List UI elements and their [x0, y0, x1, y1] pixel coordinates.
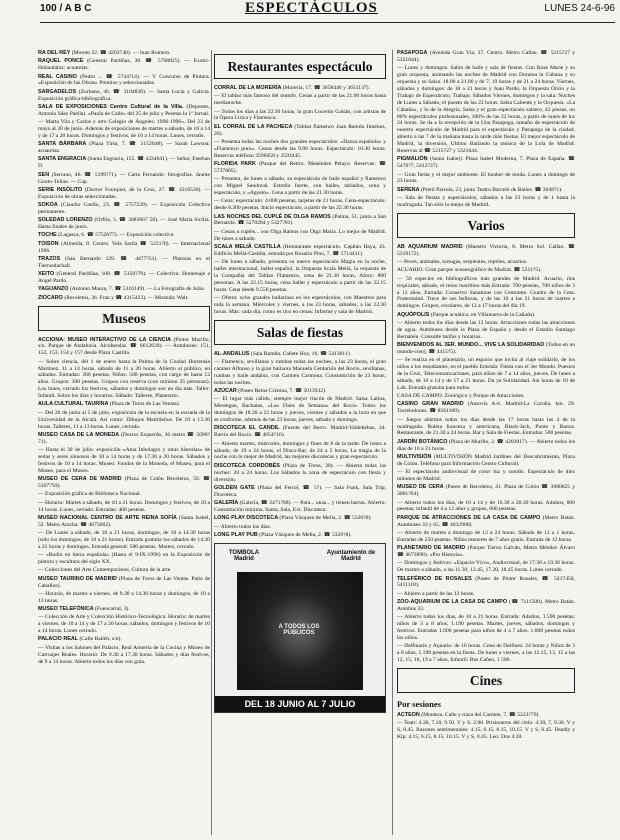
- listing-entry: — Flamenco, sevillanas y rumbas todas las noches, a las 23 horas, el gran cantaor Alfonso y la gran bailaora Manuela Centurión del Rocío, sevillanas, rumbas y baile andaluz, con Carmen Carmona. Consumición de 23 horas, todas las noches.: [214, 359, 386, 386]
- listing-entry: — El tablao más famoso del mundo. Cenas a partir de las 21.00 horas hasta medianoche.: [214, 93, 386, 107]
- listing-entry: — Lunes y domingos. Salón de baile y sala de fiestas. Con Rose Marie y su gran orquesta, animando las noches de Madrid con Dorama la Cubana y su orquesta y su Salsa. 18.00 a 21.00 y de 7, 19 horas y de 21 a 24 horas. Viernes, sábados y domingos: de 18 a 21 horas y Juan Pardo, la Orquesta Orión y la Trabajo de Espectáculo, Trabajo. Sábados Viernes, domingos y la sala: Noches de Lunes a Sábado, el puesto de las 22 horas. Salsa Caliente y la Orquesta. «La Cabaña», y lo de la Alegría, Salsa y el gran espectáculo salsero, 42 piezas, un 80% espectáculos profesionales, 100% de las 22 horas, a partir de lunes de los 24 horas. Se da a la recepción de la Una Pasapoga, tamaño de espectáculo de nuestro espectáculo de Madrid para el espectáculo y Pasapoga de la ciudad, abierto a las 7 de la mañana hasta la tarde más fiestas. El mejor espectáculo de Madrid, la diversión, Ultimo Bailando la música de la Lola de Madrid. Reservas al ☎ 5215?27 y 5321644.: [397, 65, 575, 155]
- listing-entry: PIGMALIÓN (Santa Isabel). Plaza Isabel Moderna, 7. Plaza de España. ☎ 5478?7, 5412?37).: [397, 156, 575, 170]
- listing-entry: — El lugar más cálido, siempre mejor rincón de Madrid. Salsa Latina, Merengue, Bachatas, «Los Fines de Semana» del Rocío. Todos los domingos de 18.30 a 22 horas y jueves, viernes y sábados a la hora en que se conforme, además de las 23 horas, jueves, sábado y domingo.: [214, 396, 386, 424]
- listing-entry: — Sala de fiestas y espectáculos, sábados a las 23 horas y de 1 hasta la madrugada. Tan sólo la mejor de Madrid.: [397, 195, 575, 208]
- listing-entry: MULTIVISIÓN (MULTIVISIÓN Madrid Jardines del Descubrimiento, Plaza de Colón. Teléfono para Información Centro Cultural).: [397, 453, 575, 467]
- listing-entry: CASA DE CAMPO. Zoológico y Parque de Atracciones.: [397, 393, 525, 400]
- listing-entry: AL-ANDALUS (Sala Rumba. Cañete Hoy, 16, ☎ 5413011).: [214, 350, 352, 357]
- advertisement: [214, 543, 386, 713]
- listing-entry: — Sobre ciencia, del 1 de enero hasta la Palma de la Ciudad Hortensia Martínez. 11 a 14 horas, sábado de 11 a 20 horas. Abierto al público, en sábados. Entradas: 300 pesetas. Niños: 500 pesetas, con cargo de hasta 12 años. Grupos: 300 pesetas. Grupos con reserva (con mínimo 25 personas). Los lunes, cerrado los festivos, sábados y domingos son un día más. Taller: Infantil. Sobre los días y horarios. Sábado: Talleres, Planetario.: [38, 358, 210, 400]
- listing-entry: SEN (Serrano, 46. ☎ 5199?71). — Carta Fernando: fotografías. Jaume Gonto-Tellan. — Cap.: [38, 171, 210, 185]
- listing-entry: SANTA ENGRACIA (Santa Engracia, 155. ☎ 4334041). — Señor, Esteban D.: [38, 156, 210, 170]
- section-heading: Salas de fiestas: [256, 324, 344, 340]
- ad-left-logo: TOMBOLA Madrid: [228, 549, 260, 562]
- listing-entry: MUSEO CASA DE LA MONEDA (Doctor Esquerdo, 36 metro ☎ 5096?71).: [38, 431, 210, 445]
- listing-entry: MUSEO NACIONAL CENTRO DE ARTE REINA SOFÍA (Santa Isabel, 52. Metro Atocha. ☎ 4675062).: [38, 514, 210, 528]
- ad-photo-caption: A TODOS LOS PÚBLICOS: [278, 623, 320, 636]
- column-rule: [211, 50, 212, 835]
- listing-entry: LAS NOCHES DEL CUPLÉ DE OLGA RAMOS (Palma, 51, junto a San Bernardo. ☎ 5270284 y 5327?81).: [214, 213, 386, 227]
- listing-entry: — Juegos abiertos todos los días desde las 17 horas hasta las 4 de la madrugada. Ruleta francesa y americana, Black-Jack, Punto y Banca. Restaurante, de 21.30 a 24 horas. Bar y Sala de Fiestas. Entradas: 500 pesetas.: [397, 416, 575, 437]
- listing-entry: — Se realiza en el planetario, un espacio que invita al viaje solidario, de los niños a los estudiantes, en el pueblo Entrada: Fiesta con el 3er Mundo. Puestos de la Cruz, Telecomunicaciones, para niños de 7 a 14 años, jueves. De lunes a sábado, de 10 a 14 y de 17 a 21 horas. Da ya Solidaridad. Así horas de 10 de Lab. Entrada gratuita para todos.: [397, 357, 575, 391]
- page-number: 100 / A B C: [40, 3, 92, 14]
- listing-entry: — El espectáculo audiovisual de color luz y sonido. Espectáculo de diez minutos de Madrid.: [397, 469, 575, 483]
- listing-entry: LONG PLAY DISCOTECA (Plaza Vázquez de Mella, 2. ☎ 5320?8).: [214, 515, 372, 522]
- section-heading: Restaurantes espectáculo: [227, 59, 373, 74]
- section-heading: Varios: [467, 217, 505, 233]
- listing-entry: LONG PLAY PUB (Plaza Vázquez de Mella, 2. ☎ 5320?8).: [214, 531, 352, 538]
- listing-entry: — Colecciones del Arte Contemporáneo, Cultura de la arte.: [38, 567, 172, 574]
- listing-entry: — Horario, de martes a viernes, de 9.30 a 14.30 horas y domingos, de 10 a 13 horas.: [38, 590, 210, 604]
- issue-date: LUNES 24-6-96: [544, 3, 615, 14]
- listing-entry: PASAPOGA (Avenida Gran Vía, 37. Centro. Metro Callao. ☎ 5215?27 y 5321644).: [397, 50, 575, 63]
- section-heading-box: [214, 54, 386, 79]
- listing-entry: — Todos los días a las 22.30 horas, la gran Lucerito Gaitán, con artistas de la Ópera Lírica y Flamenca.: [214, 108, 386, 122]
- section-title: ESPECTÁCULOS: [245, 0, 378, 16]
- listing-entry: SOLEDAD LORENZO (Orfila, 5. ☎ 3083667 58). — José María Sicilia. Hasta finales de junio.: [38, 217, 210, 231]
- listing-entry: XEITO (General Pardiñas, 108. ☎ 5150?70). — Colectiva: Homenaje a Angel Pardo.: [38, 271, 210, 285]
- listing-entry: — Hasta el 30 de julio: exposición «Ama Inbolagro y otras historias» de sedas y seres sinuosos de 10 a 14 horas y de 17.30 a 20 horas. Sábados y festivos de 10 a 14 horas. Museo: Fondos de la Moneda, el Museo, para el Museo, para el Museo.: [38, 447, 210, 474]
- listing-entry: AB AQUARIUM MADRID (Maestro Victoria, 8. Metro Sol. Callao. ☎ 5319172).: [397, 243, 575, 257]
- listing-entry: — Presenta, de lunes a sábado, su espectáculo de baile español y flamenco con Miguel Sandoval. Estrella fuerte, con bailes, tablados, cena y espectáculo, y «Agosto». Cena a partir de las 21.30 horas.: [214, 176, 386, 197]
- listing-entry: SANTA BÁRBARA (Plaza Tirsa, 7. ☎ 3152048). — Sarah Lawson: acuarelas.: [38, 141, 210, 155]
- listing-entry: FLORIDA PARK (Parque del Retiro. Menéndez Pelayo. Reservas: ☎ 5737805).: [214, 161, 386, 174]
- listing-entry: — Del 20 de junio al 5 de julio, exposición de la escuela en la escuela de la Universidad de la Alcalá. Así como: Dibujos Madrileños. De 10 a 13.30 horas. Talleres, 11 a 13 horas. Lunes, cerrado.: [38, 409, 210, 430]
- listing-entry: BIENVENIDOS AL 3ER. MUNDO... VIVE LA SOLIDARIDAD (Todos en un mundo-cien), ☎ 4415?5).: [397, 342, 575, 355]
- listing-entry: SOKOA (Claudio Coello, 23. ☎ 5757239). — Exposición Colectiva permanente.: [38, 202, 210, 215]
- listing-entry: ACTEON (Montera. Calle y traza del Carmen, 7. ☎ 5223?70).: [397, 712, 540, 719]
- listing-entry: — Abierto todos los días, de 10 a 21 horas. Entrada: Adultos, 1.590 pesetas; niños de 3 a 8 años, 1.190 pesetas. Martes, jueves, sábados, domingos y festivos. Entradas 1.000 pesetas para niños de 4 a 7 años. 1.000 pesetas todos los niños.: [397, 614, 575, 641]
- ad-banner: DEL 18 JUNIO AL 7 JULIO: [215, 696, 385, 712]
- listing-entry: — Teatr: 4.30, 7.10, 9.50. V y S: 2.00. Prisioneros del cielo: 4.30, 7, 9.30. V y S, 0.45. Razones sentimentales: 4.15, 6.15, 8.15, 10.15. V y S, 0.45. Deadly y Kip: 4.15, 6.15, 8.15, 10.15. V y S, 0.45. Leo: Dos 4.30.: [397, 720, 575, 741]
- listing-entry: — Domingos y festivos: «Espacio-Vivo», Audiovisual, de 17.30 a 19.30 horas. De martes a sábado, a las 11.30, 12.45, 17.30, 18.45 horas. Lunes cerrado.: [397, 560, 575, 574]
- listing-entry: AULA CULTURAL TAURINA (Plaza de Toros de Las Ventas).: [38, 401, 181, 408]
- listing-entry: ACCIONA: MUSEO INTERACTIVO DE LA CIENCIA (Pintor Murillo, s/n. Parque de Andalucía. Alcobendas. ☎ 6612639). — Autobuses: 151, 152, 153, 154 y 157 desde Plaza Castilla.: [38, 336, 210, 357]
- listing-entry: REAL CASINO (Pedro ... ☎ 5744?14). — V Concurso de Pintura. «Exposición de las Obras» Premios y seleccionadas.: [38, 73, 210, 87]
- section-heading-box: [38, 306, 210, 331]
- listing-entry: YAGUANZO (Antonio Maura, 7. ☎ 5316149). — La Fotografía de Julio.: [38, 286, 205, 293]
- section-heading-box: [397, 668, 575, 693]
- listing-entry: — «Rodin en tierra española» (Hasta el 9-IX-1996) en la Exposición de pintura y escultura del siglo XX.: [38, 552, 210, 566]
- listing-entry: — Exposición gráfica de Biblioteca Nacional.: [38, 491, 142, 498]
- listing-entry: ZIOCARO (Recoletos, 36. Fran y ☎ 4315423). — Miranda; Walt.: [38, 294, 189, 301]
- listing-entry: TOCHE (Lagasca, 6. ☎ 5752077). — Exposición colectiva.: [38, 232, 175, 239]
- listing-entry: — Peces, animales, tortugas, serpientes, reptiles, acuarios.: [397, 259, 528, 266]
- listing-entry: — Abierto de martes a domingo de 12 a 24 horas. Sábado de 12 a 1 horas. Entradas de 250 pesetas. Niños menores de 7 años gratis. Entrada de 12 horas.: [397, 529, 575, 543]
- listing-entry: — Abierto todos los días, de 10 a 14 y de 16.30 a 20.30 horas. Adultos, 800 pesetas; infantil de 4 a 12 años y grupos, 600 pesetas.: [397, 499, 575, 513]
- column-listings-center: [214, 50, 386, 840]
- listing-entry: — Colección de Arte y Colección Histórico-Tecnológica. Horario: de martes a viernes, de 10 a 14 y de 17 a 20 horas; sábados, domingos y festivos de 10 a 14 horas. Lunes cerrado.: [38, 614, 210, 635]
- column-listings-left: [38, 50, 210, 840]
- listing-entry: — Abierto a partir de las 12 horas.: [397, 590, 475, 597]
- listing-entry: MUSEO TAURINO DE MADRID (Plaza de Toros de Las Ventas. Patio de Caballos).: [38, 575, 210, 589]
- listing-entry: SERENA (Pretil Parcela, 23, junto Teatro Barceló de Bailes. ☎ 3048?1).: [397, 186, 563, 193]
- listing-entry: CASINO GRAN MADRID (Autovía A-6. Madrid-La Coruña, km. 29. Torrelodones. ☎ 8561100).: [397, 401, 575, 415]
- listing-entry: — De Lunes a sábado, de 10 a 21 horas, domingos, de 10 a 14.30 horas (sólo los domingos, de 10 a 21 horas). Entrada gratuita los sábados de 14.30 a 21 horas y domingos. Entrada general: 500 pesetas. Martes, cerrado.: [38, 530, 210, 550]
- listing-entry: MUSEO DE CERA (Paseo de Recoletos, 41. Plaza de Colón ☎ 3080825 y 3081?94).: [397, 484, 575, 498]
- listing-entry: SERIE INSÓLITO (Doctor Fourquet, de la Cruz, 27. ☎ 4310520). — Exposición de obras seleccionadas.: [38, 186, 210, 200]
- listing-entry: — Presenta todas las noches dos grandes espectáculos: «Danza española» y «Flamenco puro». Cenas desde las 9.00 horas. Espectáculo: 10.30 horas. Reservas teléfono 3590458 y 3593445.: [214, 138, 386, 159]
- column-rule: [392, 50, 393, 835]
- listing-entry: MUSEO TELEFÓNICA (Fuencarral, 3).: [38, 606, 130, 613]
- listing-entry: TELEFÉRICO DE ROSALES (Paseo de Pintor Rosales, ☎ 5417450, 5411118).: [397, 575, 575, 589]
- listing-entry: — Oferta: ocho grandes bailarinas en los espectáculos, con Maestros para toda la semana. Miércoles y viernes, a las 23 horas, sábados, a las 22.30 horas. Más: cada día, como es rico en cenas: Informe y sala de Madrid.: [214, 295, 386, 315]
- listing-entry: GALERÍA (Galería, ☎ 2471?98). — Para... unas... y tienen barras. Abierto: Consumición mínima, Santa, Sala, Ext. Discoteca.: [214, 500, 386, 513]
- listing-entry: AQUÓPOLIS (Parque acuático, en Villanueva de la Cañada).: [397, 311, 536, 318]
- section-heading-box: [214, 320, 386, 345]
- subsection-heading: Por sesiones: [397, 699, 441, 710]
- listing-entry: JARDÍN BOTÁNICO (Plaza de Murillo, 2. ☎ 4203017). — Abierto todos los días de 10 a 21 horas.: [397, 438, 575, 452]
- listing-entry: DISCOTECA EL CANDIL (Fuente del Berro. Madrid-Valdebebas, 24. Barrio del Rocío. ☎ 4054?16).: [214, 425, 386, 439]
- listing-entry: MUSEO DE CERA DE MADRID (Plaza de Colón Recoletos, 50. ☎ 5107793).: [38, 476, 210, 490]
- listing-entry: PLANETARIO DE MADRID (Parque Tierno Galván, Metro Méndez Álvaro ☎ 4673898). «Pro Historia».: [397, 545, 575, 559]
- listing-entry: TRAZOS (San Bernardo 129. ☎ 4477?51). — Pinturas en el Tierrasdachall.: [38, 255, 210, 269]
- listing-entry: ACUARIO. Gran parque oceanográfico de Madrid. ☎ 5311?5).: [397, 267, 542, 274]
- ad-photo: [237, 572, 363, 690]
- listing-entry: RA DEL REY (Moreto 22. ☎ 4203740). — Juan Romero.: [38, 50, 171, 56]
- section-heading: Cines: [469, 673, 503, 689]
- listing-entry: — Cena: espectáculo: 4.000 pesetas, tarjetas de 21 horas. Cena-espectáculo: desde 8.300 pesetas. Inicio espectáculo, a partir de las 22.30 horas.: [214, 198, 386, 212]
- listing-entry: GOLDEN GATE (Plaza del Ferrol, ☎ 5?). — Sala Funk, Sala Trip, Discoteca.: [214, 484, 386, 498]
- listing-entry: SALA DE EXPOSICIONES Centro Cultural de la Villa. (Deportes, Antonio Sáez Paella). «Paula de Calle» del 25 de julio y Pesetas la 1ª Jornal.: [38, 103, 210, 117]
- listing-entry: DISCOTECA CORDOBÉS (Plaza de Toros, 30). — Abierta todas las noches: 20 a 24 horas. Los Sábados la zona de espectáculo con fiesta y diversión.: [214, 462, 386, 483]
- listing-entry: — Delfinario y Aquario: de 10 horas. Cena de Delfines: 24 horas y Niños de 3 a 8 años, 1.190 pesetas en la fiesta. De lunes a viernes, a las 12.15, 13, 15 a las 12, 15, 18, 19 a 7 años, Infantil: Bus Cañeo, 1 500.: [397, 643, 575, 664]
- listing-entry: AZÚCAR (Paseo Reina Cristina, 7. ☎ 5013932).: [214, 388, 327, 395]
- listing-entry: — Gran fiesta y el mejor ambiente. El bunker de moda. Lunes a domingo de 23 horas.: [397, 171, 575, 185]
- listing-entry: CORRAL DE LA MORERÍA (Morería, 17. ☎ 3658446 y 3651137).: [214, 85, 370, 91]
- listing-entry: — 50 especies en bibliográficos más grandes de Madrid. Acuario, ríos tropicales, sábado, el reino marítimo más Entrada: 700 pesetas, 700 niños de 3 a 12 años. Entrada: Conservo Sanaturas con Centrante. Cuadro de la Ceta. Fraternidad. Trece de sus bellezas, y de las 10 a las 21 horas de martes a domingos. Grupos, escolares, de 12 a 17 horas del día 19.: [397, 275, 575, 310]
- listing-entry: RAQUEL PONCE (General Pardiñas, 30. ☎ 5768825). — Exotic-Holandaluz: acuarelas.: [38, 58, 210, 72]
- section-heading: Museos: [102, 310, 146, 326]
- listing-entry: SCALA MELIÁ CASTILLA (Restaurante espectáculo. Capitán Haya, 43. Edificio Meliá-Castilla, entrada por Rosario Pino, 7. ☎ 5714411).: [214, 243, 386, 257]
- listing-entry: SARGADELOS (Zurbano, 46. ☎ 3104830). — Santa Lucía y Galicia. Exposición gráfica-bibliográfica.: [38, 88, 210, 102]
- listing-entry: — Visitas a los Salones del Palacio, Real Armería de la Cocina y Museo de Carruajes Reales. Horario: De 9.30 a 17.30 horas. Sábados y días festivos, de 9 a 14 horas. Abierto todos los días con guía.: [38, 644, 210, 665]
- listing-entry: PALACIO REAL (Calle Bailén, s/n).: [38, 636, 122, 643]
- listing-entry: EL CORRAL DE LA PACHECA (Tablao flamenco Juan Ramón Jiménez, 26).: [214, 123, 386, 137]
- page-header: [40, 0, 615, 23]
- listing-entry: TOISON (Almeida, 8. Centro. Vela Sarila ☎ 5231?0). — Internacional 1996.: [38, 240, 210, 254]
- section-heading-box: [397, 213, 575, 238]
- listing-entry: — Abierto todos los días desde las 12 horas. Atracciones todas las atracciones de agua. Autobuses desde la Plaza de España y desde el Estadio Santiago Bernabéu. Consulte tarifas y horarios.: [397, 319, 575, 340]
- ad-right-logo: Ayuntamiento de Madrid: [326, 549, 376, 562]
- column-listings-right: [397, 50, 575, 840]
- listing-entry: — Abierto martes, miércoles, domingos y fines de 8 de la tarde. De lunes a sábado, de 19 a 24 horas, el Disco-Bar, de 24 a 5 horas, La magia de la noche con lo mejor de Madrid, las mejores discotecas y gran espectáculo.: [214, 440, 386, 461]
- listing-entry: — Cenas a cuplés... con Olga Ramos con Olga María. Lo mejor de Madrid. De lunes a sábado.: [214, 228, 386, 242]
- listing-entry: — De lunes a sábado, presenta su nuevo espectáculo Magia en la noche, ballet internacional, ballet español, la Orquesta Scala Meliá, la orquesta de la Compañía del Tablao Flamenco, cena de 21.30 horas, Aforo: 800 personas. A las 22.15 horas, cena ballet y espectáculo a partir de las 22.15 horas. Cena desde 9.550 pesetas.: [214, 259, 386, 293]
- listing-entry: ZOO-AQUARIUM DE LA CASA DE CAMPO (☎ 7111500). Metro Batán. Autobús 33.: [397, 599, 575, 612]
- listing-entry: — Abierto todos los días.: [214, 523, 272, 530]
- listing-entry: — Marta Vila y Carlos y otro Colegio de Ángeles: 1996-1996». Del 23 de mayo al 30 de junio. Además de exposiciones de martes a sábado, de 10 a 14 y de 17 a 20 horas. Domingos y festivos, de 10 a 14 horas. Lunes, cerrado.: [38, 119, 210, 139]
- listing-entry: — Horario: Martes a sábado, de 10 a 21 horas. Domingos y festivos, de 10 a 14 horas. Lunes, cerrado. Entradas: 400 pesetas.: [38, 499, 210, 513]
- listing-entry: PARQUE DE ATRACCIONES DE LA CASA DE CAMPO (Metro Batán. Autobuses 33 y 65. ☎ 4632900).: [397, 514, 575, 528]
